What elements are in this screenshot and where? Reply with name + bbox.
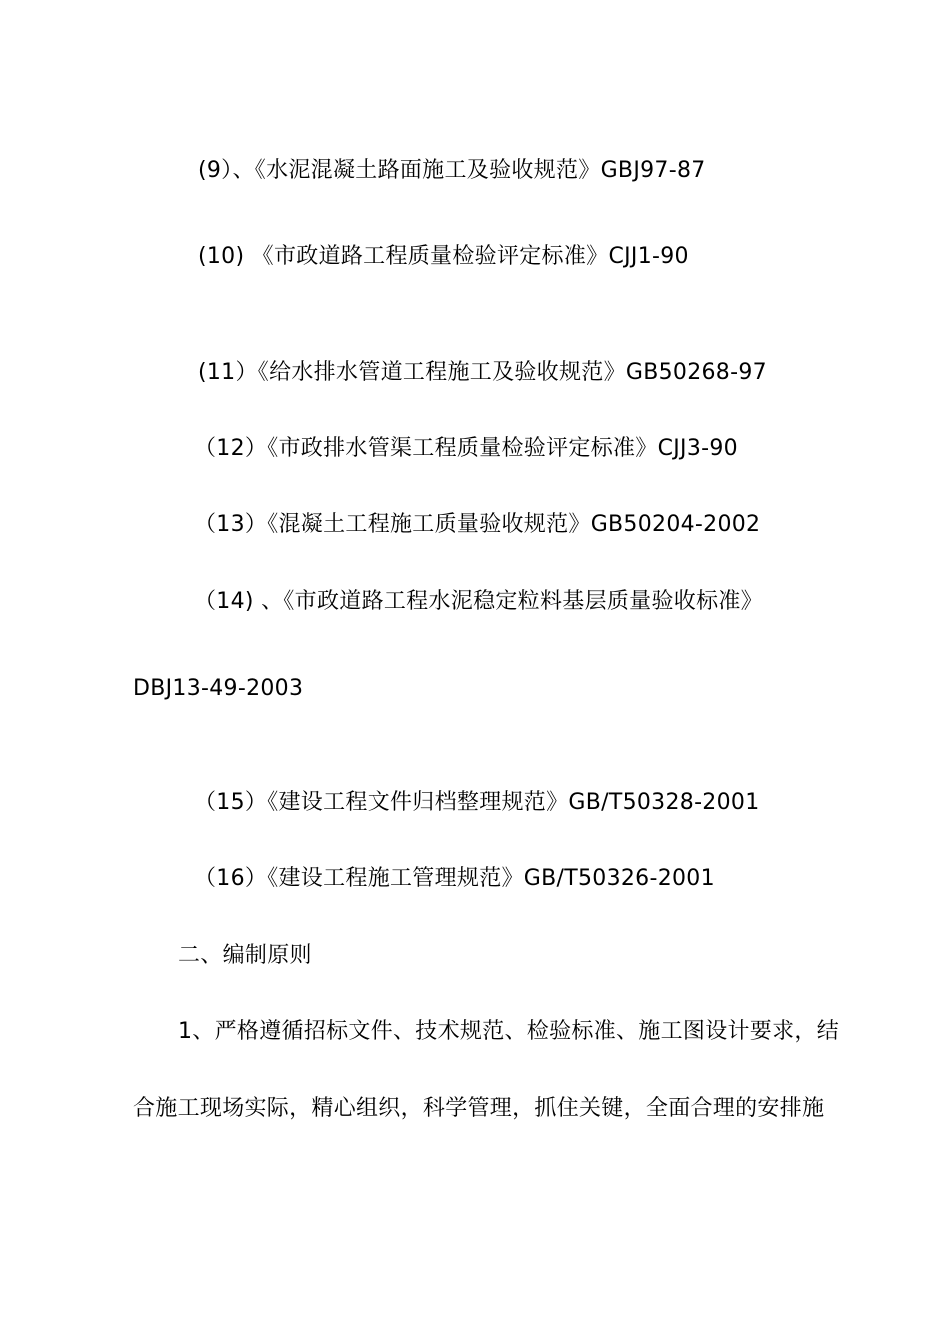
reference-item-15: （15）《建设工程文件归档整理规范》GB/T50328-2001 [194,790,760,815]
paragraph-line-2: 合施工现场实际，精心组织，科学管理，抓住关键，全面合理的安排施 [133,1096,825,1121]
paragraph-line-1: 1、严格遵循招标文件、技术规范、检验标准、施工图设计要求，结 [178,1019,839,1044]
reference-item-9: (9）、《水泥混凝土路面施工及验收规范》GBJ97-87 [198,158,706,183]
reference-item-12: （12）《市政排水管渠工程质量检验评定标准》CJJ3-90 [194,436,738,461]
reference-item-11: (11）《给水排水管道工程施工及验收规范》GB50268-97 [198,360,767,385]
reference-item-13: （13）《混凝土工程施工质量验收规范》GB50204-2002 [194,512,761,537]
reference-item-10: (10) 《市政道路工程质量检验评定标准》CJJ1-90 [198,244,689,269]
section-heading: 二、编制原则 [178,943,312,968]
reference-item-16: （16）《建设工程施工管理规范》GB/T50326-2001 [194,866,715,891]
reference-item-14-code: DBJ13-49-2003 [133,676,304,701]
reference-item-14: （14) 、《市政道路工程水泥稳定粒料基层质量验收标准》 [194,589,763,614]
